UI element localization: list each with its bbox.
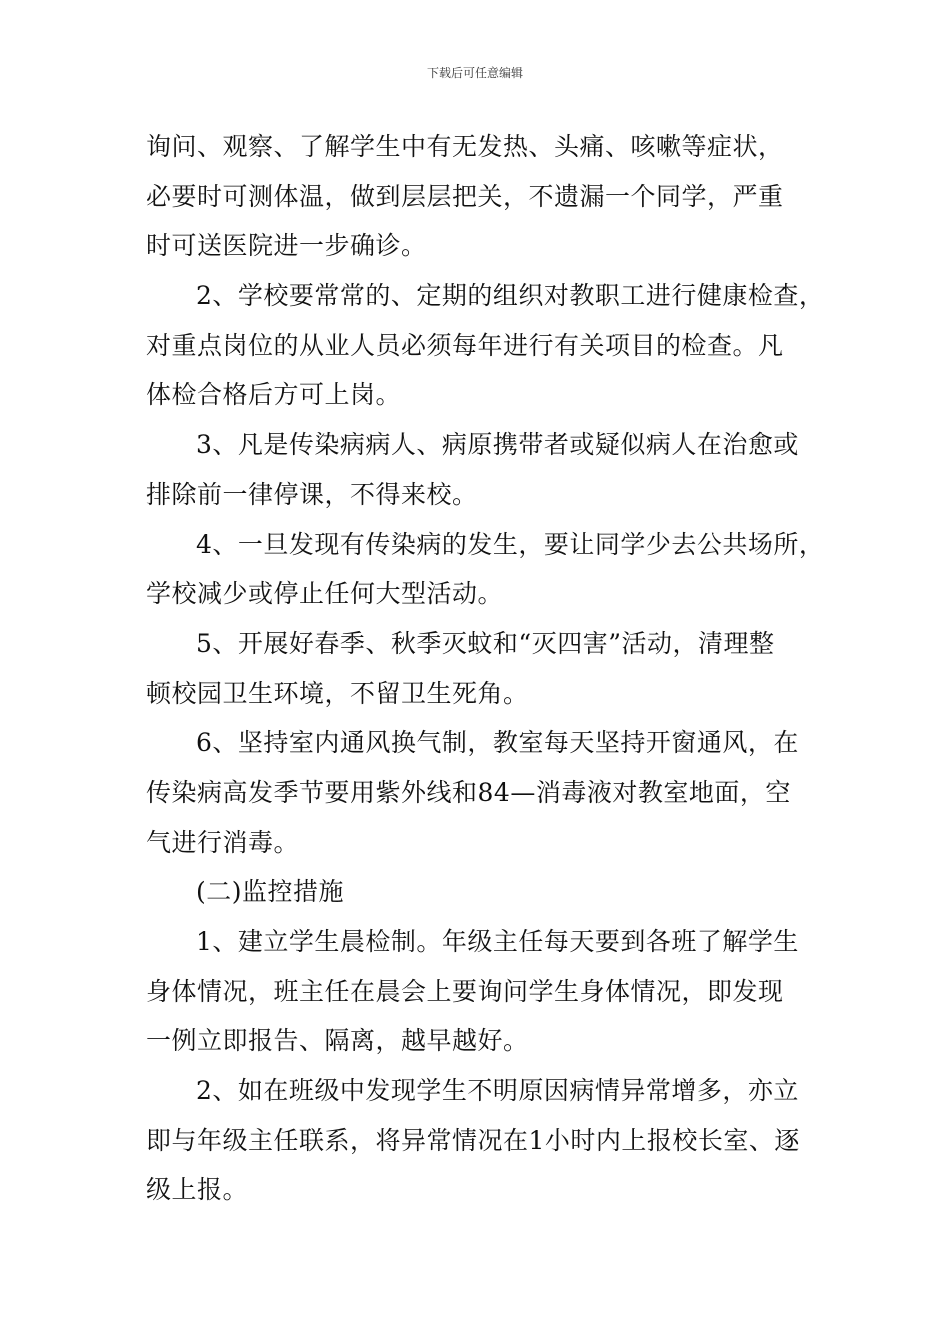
text-line: 顿校园卫生环境，不留卫生死角。 xyxy=(146,678,529,708)
text-line: 6、坚持室内通风换气制，教室每天坚持开窗通风，在 xyxy=(196,728,799,758)
text-line: 5、开展好春季、秋季灭蚊和“灭四害”活动，清理整 xyxy=(196,628,775,658)
text-line: 传染病高发季节要用紫外线和84—消毒液对教室地面，空 xyxy=(146,777,791,807)
text-line: 时可送医院进一步确诊。 xyxy=(146,231,427,261)
text-line: 1、建立学生晨检制。年级主任每天要到各班了解学生 xyxy=(196,927,799,956)
text-line: 询问、观察、了解学生中有无发热、头痛、咳嗽等症状， xyxy=(146,132,784,161)
text-line: 学校减少或停止任何大型活动。 xyxy=(146,579,504,609)
text-line: 身体情况，班主任在晨会上要询问学生身体情况，即发现 xyxy=(146,976,784,1006)
text-line: 即与年级主任联系，将异常情况在1小时内上报校长室、逐 xyxy=(146,1125,800,1155)
text-line: 级上报。 xyxy=(146,1175,249,1205)
section-heading: (二)监控措施 xyxy=(196,877,345,907)
text-line: 必要时可测体温，做到层层把关，不遗漏一个同学，严重 xyxy=(146,181,784,211)
text-line: 体检合格后方可上岗。 xyxy=(146,380,402,410)
text-line: 2、如在班级中发现学生不明原因病情异常增多，亦立 xyxy=(196,1076,799,1106)
document-body xyxy=(146,122,825,1215)
page-header: 下载后可任意编辑 xyxy=(426,66,523,80)
text-line: 排除前一律停课，不得来校。 xyxy=(146,479,478,509)
text-line: 2、学校要常常的、定期的组织对教职工进行健康检查， xyxy=(196,281,825,311)
text-line: 对重点岗位的从业人员必须每年进行有关项目的检查。凡 xyxy=(146,330,784,360)
text-line: 一例立即报告、隔离，越早越好。 xyxy=(146,1026,529,1056)
text-line: 3、凡是传染病病人、病原携带者或疑似病人在治愈或 xyxy=(196,430,799,460)
text-line: 气进行消毒。 xyxy=(146,827,300,857)
text-line: 4、一旦发现有传染病的发生，要让同学少去公共场所， xyxy=(196,529,825,559)
